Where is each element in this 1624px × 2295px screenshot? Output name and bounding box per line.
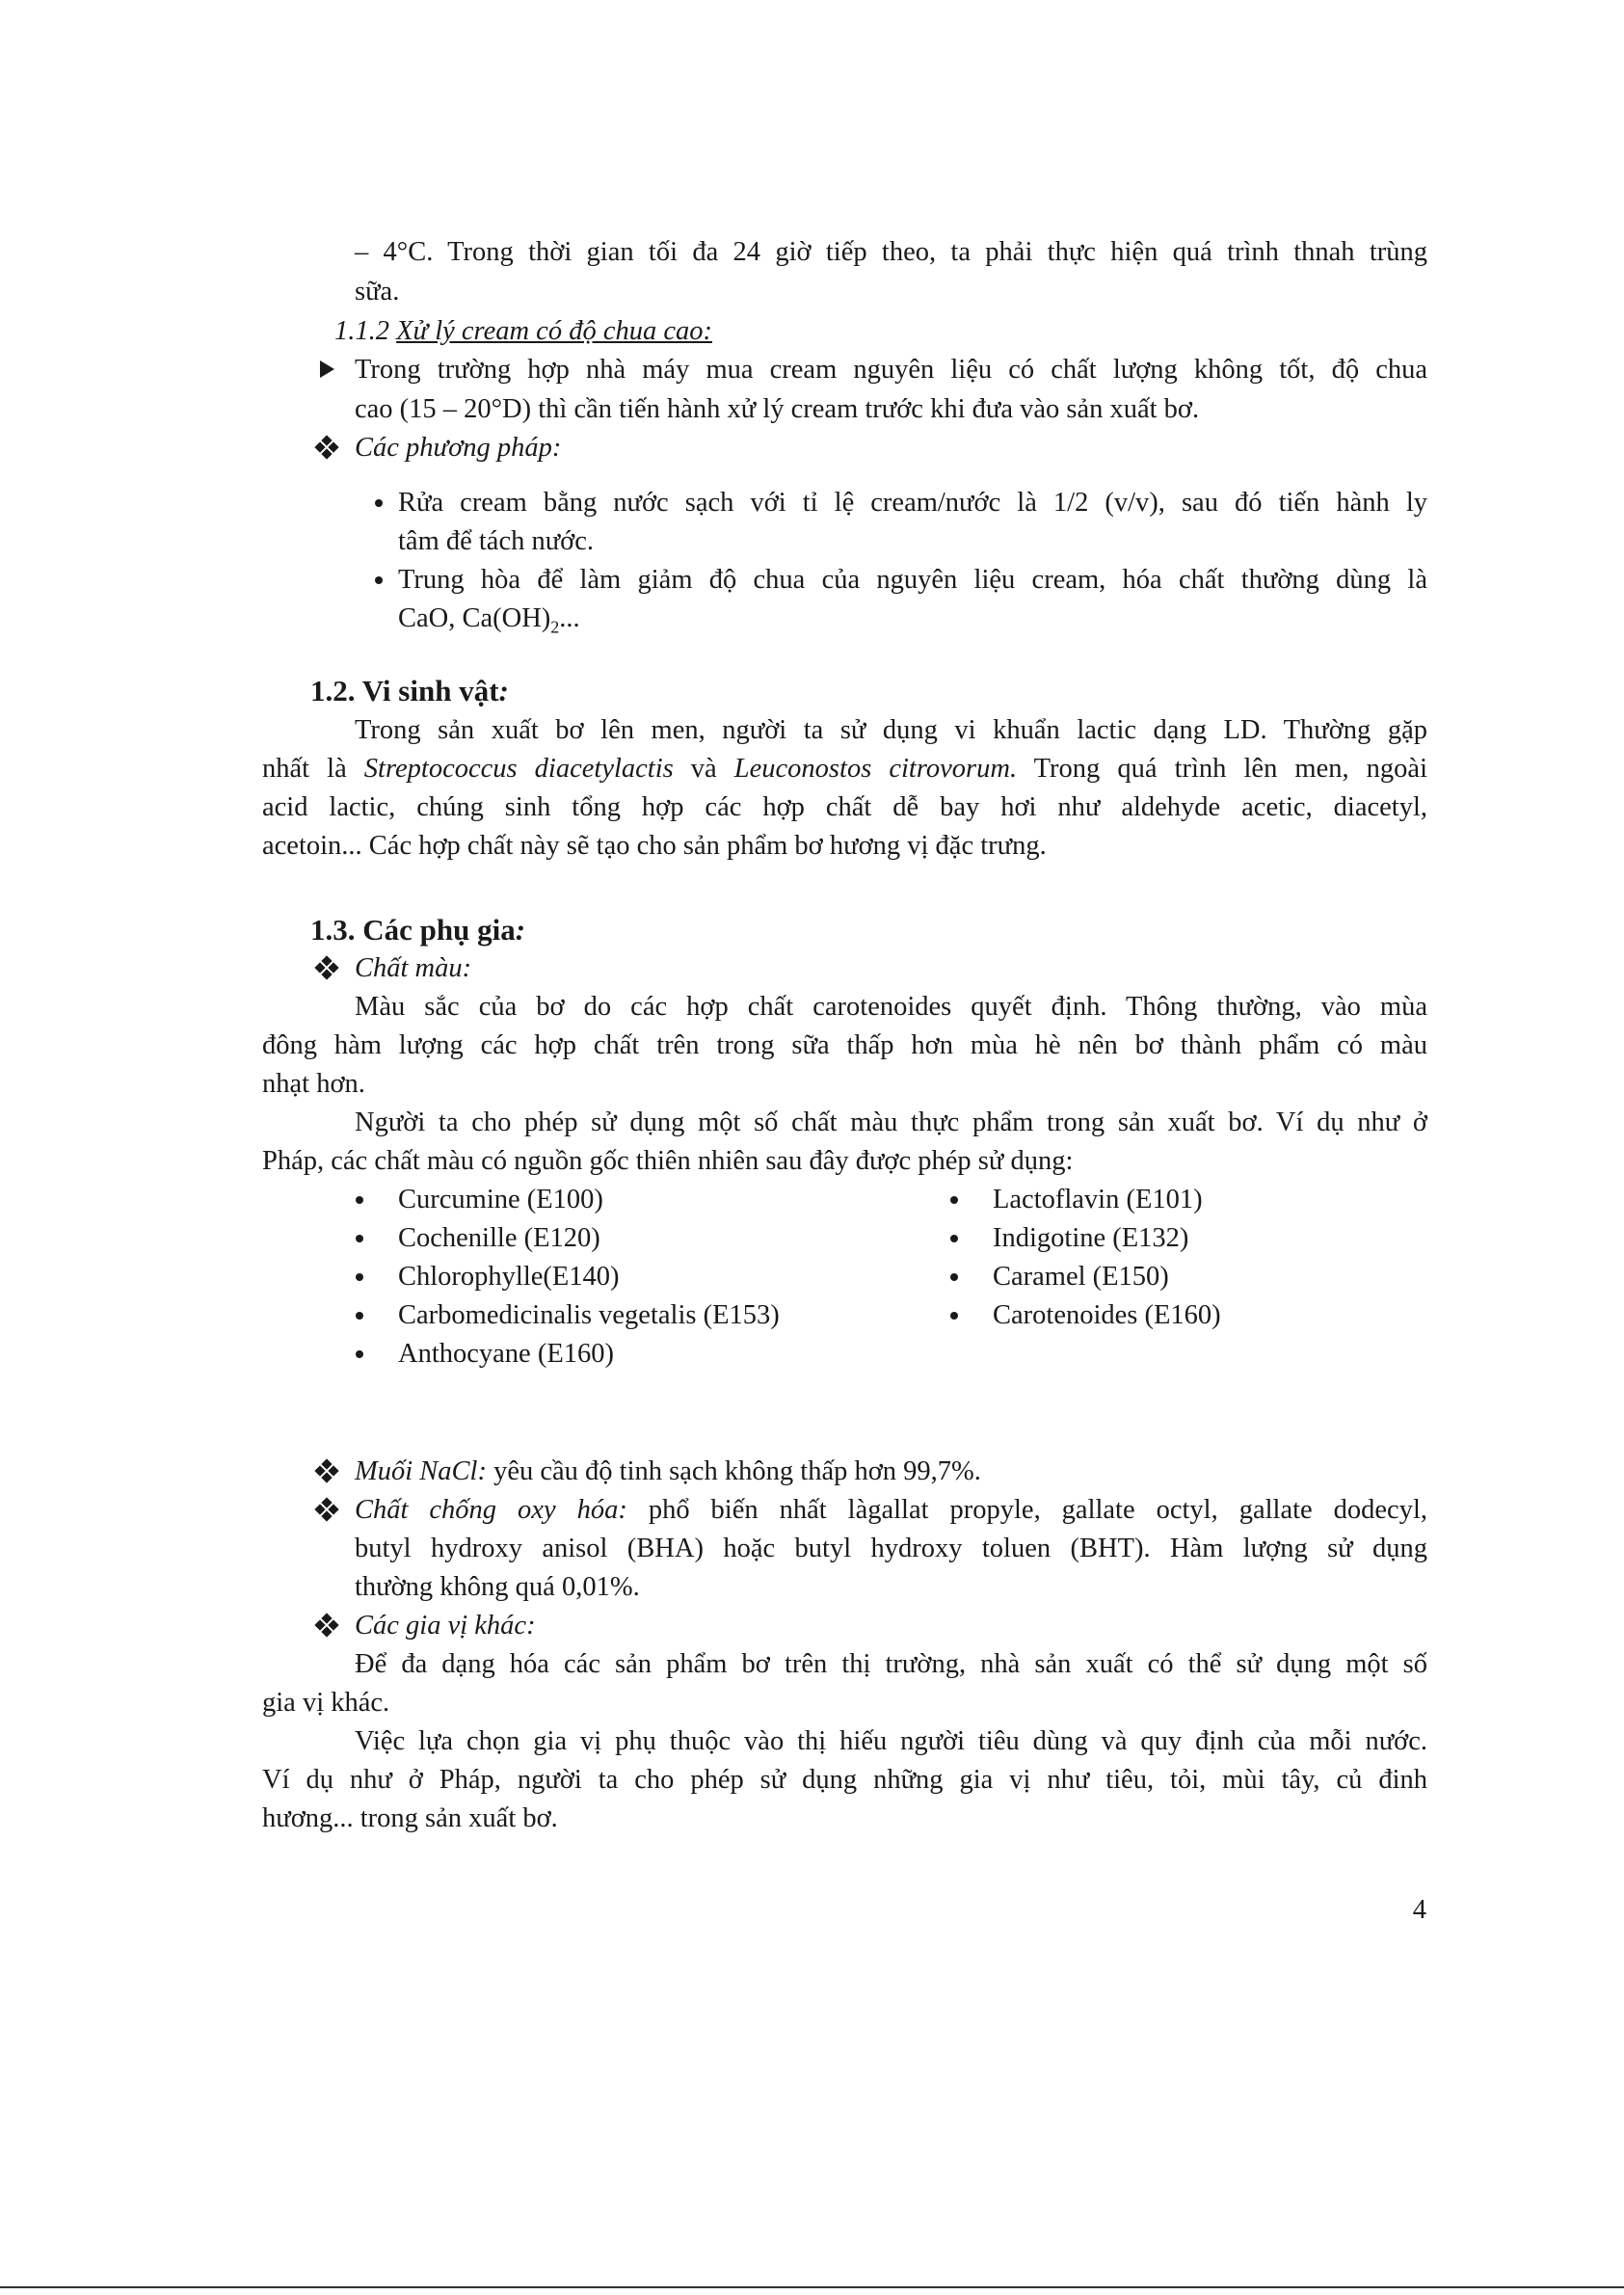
bullet-icon <box>950 1312 958 1320</box>
color-p1-line-3: nhạt hơn. <box>262 1069 365 1099</box>
point-line-1: Trong trường hợp nhà máy mua cream nguyên liệu có chất lượng không tốt, độ chua <box>355 355 1427 385</box>
spice-p1-line-2: gia vị khác. <box>262 1688 390 1718</box>
microbe-line-3: acid lactic, chúng sinh tổng hợp các hợp chất dễ bay hơi như aldehyde acetic, diacetyl, <box>262 792 1427 822</box>
bullet-icon <box>375 576 383 584</box>
bullet-icon <box>950 1235 958 1242</box>
bottom-rule <box>0 2286 1624 2288</box>
intro-line-1: – 4°C. Trong thời gian tối đa 24 giờ tiếp theo, ta phải thực hiện quá trình thnah trùng <box>355 237 1427 267</box>
section-1-1-2-heading: 1.1.2 Xử lý cream có độ chua cao: <box>334 316 713 346</box>
diamond-bullet-icon <box>316 1615 337 1636</box>
antioxidant-line-2: butyl hydroxy anisol (BHA) hoặc butyl hydroxy toluen (BHT). Hàm lượng sử dụng <box>355 1534 1427 1563</box>
color-label: Chất màu: <box>355 953 472 983</box>
color-item: Curcumine (E100) <box>398 1185 603 1214</box>
arrow-bullet-icon <box>320 360 334 378</box>
method-1-line-1: Rửa cream bằng nước sạch với tỉ lệ cream/nước là 1/2 (v/v), sau đó tiến hành ly <box>398 488 1427 518</box>
color-item: Caramel (E150) <box>993 1262 1169 1292</box>
spice-label: Các gia vị khác: <box>355 1611 536 1641</box>
color-p1-line-2: đông hàm lượng các hợp chất trên trong sữa thấp hơn mùa hè nên bơ thành phẩm có màu <box>262 1030 1427 1060</box>
method-2-line-1: Trung hòa để làm giảm độ chua của nguyên liệu cream, hóa chất thường dùng là <box>398 565 1427 595</box>
color-item: Carotenoides (E160) <box>993 1300 1221 1330</box>
diamond-bullet-icon <box>316 1460 337 1481</box>
spice-p2-line-3: hương... trong sản xuất bơ. <box>262 1803 558 1833</box>
color-item: Chlorophylle(E140) <box>398 1262 620 1292</box>
color-item: Carbomedicinalis vegetalis (E153) <box>398 1300 780 1330</box>
color-item: Anthocyane (E160) <box>398 1339 614 1369</box>
spice-p2-line-1: Việc lựa chọn gia vị phụ thuộc vào thị hiếu người tiêu dùng và quy định của mỗi nước. <box>355 1726 1427 1756</box>
bullet-icon <box>356 1312 363 1320</box>
diamond-bullet-icon <box>316 437 337 458</box>
color-item: Indigotine (E132) <box>993 1223 1189 1253</box>
color-p2-line-1: Người ta cho phép sử dụng một số chất màu thực phẩm trong sản xuất bơ. Ví dụ như ở <box>355 1107 1427 1137</box>
color-item: Lactoflavin (E101) <box>993 1185 1203 1214</box>
bullet-icon <box>356 1350 363 1358</box>
section-1-3-heading: 1.3. Các phụ gia: <box>310 913 526 947</box>
page-number: 4 <box>1412 1895 1426 1925</box>
method-1-line-2: tâm để tách nước. <box>398 526 595 556</box>
microbe-line-1: Trong sản xuất bơ lên men, người ta sử dụng vi khuẩn lactic dạng LD. Thường gặp <box>355 715 1427 745</box>
spice-p1-line-1: Để đa dạng hóa các sản phẩm bơ trên thị trường, nhà sản xuất có thể sử dụng một số <box>355 1649 1427 1679</box>
microbe-line-2: nhất là Streptococcus diacetylactis và Leuconostos citrovorum. Trong quá trình lên men, ngoài <box>262 754 1427 784</box>
bullet-icon <box>356 1235 363 1242</box>
methods-label: Các phương pháp: <box>355 433 562 463</box>
antioxidant-line-1: Chất chống oxy hóa: phổ biến nhất làgallat propyle, gallate octyl, gallate dodecyl, <box>355 1495 1427 1525</box>
bullet-icon <box>375 499 383 507</box>
color-p2-line-2: Pháp, các chất màu có nguồn gốc thiên nhiên sau đây được phép sử dụng: <box>262 1146 1074 1176</box>
section-1-2-heading: 1.2. Vi sinh vật: <box>310 674 509 707</box>
salt-line: Muối NaCl: yêu cầu độ tinh sạch không thấp hơn 99,7%. <box>355 1456 981 1486</box>
intro-line-2: sữa. <box>355 277 400 307</box>
spice-p2-line-2: Ví dụ như ở Pháp, người ta cho phép sử dụng những gia vị như tiêu, tỏi, mùi tây, củ đinh <box>262 1765 1427 1795</box>
bullet-icon <box>950 1273 958 1281</box>
bullet-icon <box>950 1196 958 1204</box>
bullet-icon <box>356 1273 363 1281</box>
diamond-bullet-icon <box>316 957 337 978</box>
color-item: Cochenille (E120) <box>398 1223 600 1253</box>
microbe-line-4: acetoin... Các hợp chất này sẽ tạo cho sản phẩm bơ hương vị đặc trưng. <box>262 831 1047 861</box>
color-p1-line-1: Màu sắc của bơ do các hợp chất carotenoides quyết định. Thông thường, vào mùa <box>355 992 1427 1022</box>
diamond-bullet-icon <box>316 1499 337 1520</box>
method-2-line-2: CaO, $Ca(OH)_2$... <box>398 603 580 637</box>
point-line-2: cao (15 – 20°D) thì cần tiến hành xử lý cream trước khi đưa vào sản xuất bơ. <box>355 394 1200 424</box>
bullet-icon <box>356 1196 363 1204</box>
antioxidant-line-3: thường không quá 0,01%. <box>355 1572 640 1602</box>
